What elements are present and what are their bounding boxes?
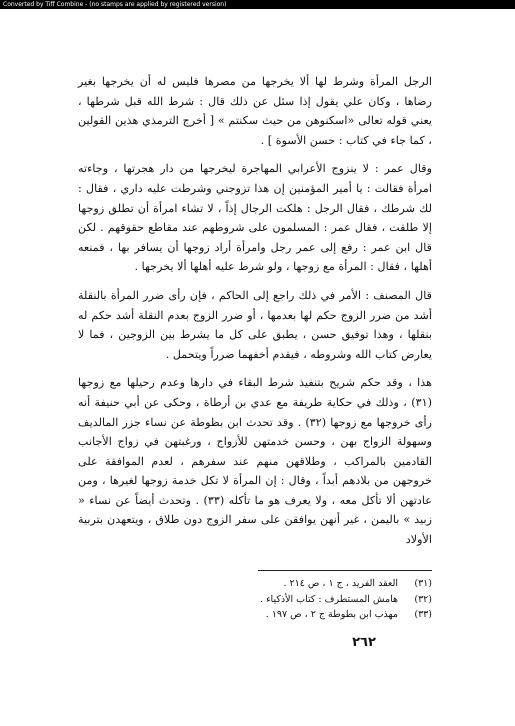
main-text: [78, 72, 432, 559]
footnote-text: هامش المستطرف : كتاب الأذكياء .: [260, 593, 398, 605]
footnote-item: [150, 607, 432, 623]
paragraph-4: هذا ، وقد حكم شريح بتنفيذ شرط البقاء في دارها وعدم رحيلها مع زوجها (٣١) ، وذلك في حكاية طريفة مع عدي بن أرطاة ، وحكى عن أبي حنيفة أنه رأى خروجها مع زوجها (٣٢) . وقد تحدث ابن بطوطة عن نساء جزر المالديف وسهولة الزواج بهن ، وحسن خدمتهن للأزواج ، ورغبتهن في زواج الأجانب القادمين بالمراكب ، وطلاقهن منهم عند سفرهم ، لعدم الموافقة على خروجهن من بلادهم أبداً ، وقال : إن المرأة لا تكل خدمة زوجها لغيرها ، ومن عادتهن ألا تأكل معه ، ولا يعرف هو ما تأكله (٣٣) . وتحدث أيضاً عن نساء « زبيد » باليمن ، غير أنهن يوافقن على سفر الزوج دون طلاق ، ويتعهدن بتربية الأولاد: [78, 376, 432, 547]
footnote-item: [150, 592, 432, 608]
converter-banner: Converted by Tiff Combine - (no stamps are applied by registered version): [0, 0, 515, 9]
paragraph-3: قال المصنف : الأمر في ذلك راجع إلى الحاكم ، فإن رأى ضرر المرأة بالنقلة أشد من ضرر الزوج حكم لها بعدمها ، أو ضرر الزوج بعدم النقلة أشد حكم له بنقلها ، وهذا توفيق حسن ، يطبق على كل ما يشرط بين الزوجين ، فما لا يعارض كتاب الله وشروطه ، فيقدم أخفهما ضرراً ويتحمل .: [78, 288, 432, 361]
footnote-divider: [258, 570, 432, 571]
footnote-text: مهذب ابن بطوطة ج ٢ ، ص ١٩٧ .: [265, 609, 398, 620]
page-number: ٢٦٢: [352, 635, 376, 650]
footnote-number: (٣٣): [414, 609, 432, 620]
footnote-number: (٣٢): [414, 593, 432, 605]
footnotes: [150, 576, 432, 623]
footnote-item: [150, 576, 432, 592]
paragraph-1: الرجل المرأة وشرط لها ألا يخرجها من مصرها فليس له أن يخرجها بغير رضاها ، وكان علي يقول إذا سئل عن ذلك قال : شرط الله قبل شرطها ، يعني قوله تعالى «اسكنوهن من حيث سكنتم » [ أخرج الترمذي هذين القولين ، كما جاء في كتاب : حسن الأسوة ] .: [78, 75, 432, 147]
paragraph-2: وقال عمر : لا ينزوج الأعرابي المهاجرة ليخرجها من دار هجرتها ، وجاءته امرأة فقالت : يا أمير المؤمنين إن هذا تزوجني وشرطت عليه داري ، فقال : لك شرطك ، فقال الرجل : هلكت الرجال إذاً ، لا تشاء امرأة أن تطلق زوجها إلا طلقت ، فقال عمر : المسلمون على شروطهم عند مقاطع حقوقهم . لكن قال ابن عمر : رفع إلى عمر رجل وامرأة أراد زوجها أن يسافر بها ، فمنعه أهلها ، فقال : المرأة مع زوجها ، ولو شرط عليه أهلها ألا يخرجها .: [78, 162, 432, 274]
footnote-text: العقد الفريد ، ج ١ ، ص ٢١٤ .: [283, 578, 398, 589]
footnote-number: (٣١): [414, 578, 432, 589]
